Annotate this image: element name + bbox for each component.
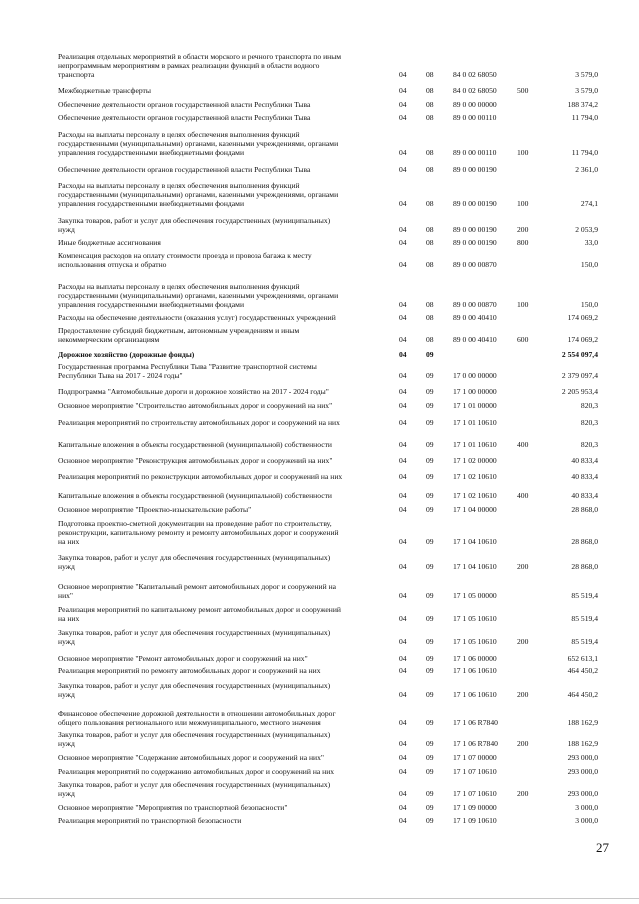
row-razdel: 04 <box>399 614 407 624</box>
row-podrazdel: 08 <box>426 300 434 310</box>
row-name: Основное мероприятие "Содержание автомобильных дорог и сооружений на них" <box>58 753 324 762</box>
row-podrazdel: 08 <box>426 70 434 80</box>
row-name: Межбюджетные трансферты <box>58 86 151 95</box>
row-name: Расходы на выплаты персоналу в целях обеспечения выполнения функций государственными (муниципальными) органами, казенными учреждениями, органами управления государственными внебюджетными фондами <box>58 282 339 310</box>
row-target-item: 17 1 06 R7840 <box>453 718 498 728</box>
row-name: Основное мероприятие "Ремонт автомобильных дорог и сооружений на них" <box>58 654 308 663</box>
row-name: Обеспечение деятельности органов государственной власти Республики Тыва <box>58 100 311 109</box>
row-sum: 293 000,0 <box>567 767 598 776</box>
row-target-item: 17 1 04 10610 <box>453 537 497 547</box>
row-sum: 85 519,4 <box>571 614 598 624</box>
row-razdel: 04 <box>399 789 407 799</box>
row-sum: 3 579,0 <box>575 70 598 80</box>
row-sum: 40 833,4 <box>571 472 598 481</box>
row-sum: 3 000,0 <box>575 803 598 812</box>
row-target-item: 17 1 06 R7840 <box>453 739 498 749</box>
row-podrazdel: 09 <box>426 803 434 812</box>
row-target-item: 17 1 05 00000 <box>453 591 497 601</box>
row-podrazdel: 09 <box>426 637 434 647</box>
row-razdel: 04 <box>399 113 407 122</box>
row-razdel: 04 <box>399 225 407 235</box>
row-target-item: 17 1 02 10610 <box>453 472 497 481</box>
row-name: Компенсация расходов на оплату стоимости проезда и провоза багажа к месту использования отпуска и обратно <box>58 251 312 270</box>
row-name: Закупка товаров, работ и услуг для обеспечения государственных (муниципальных) нужд <box>58 730 331 749</box>
row-name: Закупка товаров, работ и услуг для обеспечения государственных (муниципальных) нужд <box>58 216 331 235</box>
row-target-item: 17 1 00 00000 <box>453 387 497 396</box>
row-target-item: 17 1 06 00000 <box>453 654 497 663</box>
row-sum: 188 162,9 <box>567 718 598 728</box>
row-name: Предоставление субсидий бюджетным, автономным учреждениям и иным некоммерческим организациям <box>58 326 300 345</box>
row-razdel: 04 <box>399 637 407 647</box>
row-target-item: 17 1 09 00000 <box>453 803 497 812</box>
row-name: Основное мероприятие "Мероприятия по транспортной безопасности" <box>58 803 288 812</box>
row-target-item: 17 1 02 10610 <box>453 491 497 500</box>
row-podrazdel: 08 <box>426 225 434 235</box>
row-sum: 33,0 <box>584 238 598 247</box>
row-name: Реализация мероприятий по строительству автомобильных дорог и сооружений на них <box>58 418 340 427</box>
row-target-item: 89 0 00 00190 <box>453 225 497 235</box>
row-sum: 40 833,4 <box>571 491 598 500</box>
row-target-item: 17 1 06 10610 <box>453 690 497 700</box>
row-expense-type: 200 <box>517 789 529 799</box>
row-podrazdel: 09 <box>426 418 434 427</box>
row-expense-type: 800 <box>517 238 529 247</box>
row-expense-type: 100 <box>517 300 529 310</box>
page-number: 27 <box>596 840 609 855</box>
row-expense-type: 200 <box>517 690 529 700</box>
row-name: Капитальные вложения в объекты государственной (муниципальной) собственности <box>58 440 332 449</box>
row-sum: 2 379 097,4 <box>561 371 598 381</box>
row-name: Расходы на выплаты персоналу в целях обеспечения выполнения функций государственными (муниципальными) органами, казенными учреждениями, органами управления государственными внебюджетными фондами <box>58 130 339 158</box>
row-razdel: 04 <box>399 767 407 776</box>
row-target-item: 84 0 02 68050 <box>453 70 497 80</box>
row-razdel: 04 <box>399 387 407 396</box>
row-target-item: 89 0 00 00190 <box>453 238 497 247</box>
row-sum: 293 000,0 <box>567 789 598 799</box>
row-expense-type: 200 <box>517 562 529 572</box>
row-podrazdel: 08 <box>426 148 434 158</box>
row-sum: 2 053,9 <box>575 225 598 235</box>
row-name: Закупка товаров, работ и услуг для обеспечения государственных (муниципальных) нужд <box>58 681 331 700</box>
row-razdel: 04 <box>399 537 407 547</box>
row-expense-type: 400 <box>517 440 529 449</box>
row-target-item: 17 1 04 10610 <box>453 562 497 572</box>
row-podrazdel: 08 <box>426 260 434 270</box>
row-podrazdel: 09 <box>426 456 434 465</box>
row-razdel: 04 <box>399 718 407 728</box>
row-target-item: 17 1 06 10610 <box>453 666 497 675</box>
row-podrazdel: 09 <box>426 614 434 624</box>
row-name: Государственная программа Республики Тыва "Развитие транспортной системы Республики Тыва на 2017 - 2024 годы" <box>58 362 317 381</box>
row-podrazdel: 09 <box>426 491 434 500</box>
row-razdel: 04 <box>399 165 407 174</box>
row-name: Иные бюджетные ассигнования <box>58 238 161 247</box>
row-name: Обеспечение деятельности органов государственной власти Республики Тыва <box>58 113 311 122</box>
row-target-item: 89 0 00 40410 <box>453 335 497 345</box>
row-podrazdel: 09 <box>426 505 434 514</box>
row-razdel: 04 <box>399 100 407 109</box>
row-target-item: 89 0 00 40410 <box>453 313 497 322</box>
row-sum: 174 069,2 <box>567 335 598 345</box>
row-target-item: 17 1 05 10610 <box>453 637 497 647</box>
row-razdel: 04 <box>399 472 407 481</box>
row-target-item: 17 1 05 10610 <box>453 614 497 624</box>
row-target-item: 89 0 00 00870 <box>453 260 497 270</box>
row-name: Дорожное хозяйство (дорожные фонды) <box>58 350 195 359</box>
row-sum: 85 519,4 <box>571 591 598 601</box>
row-razdel: 04 <box>399 753 407 762</box>
row-expense-type: 400 <box>517 491 529 500</box>
row-podrazdel: 09 <box>426 350 434 359</box>
row-podrazdel: 09 <box>426 789 434 799</box>
row-sum: 2 554 097,4 <box>561 350 598 359</box>
row-sum: 11 794,0 <box>571 113 598 122</box>
row-sum: 820,3 <box>580 401 598 410</box>
row-expense-type: 600 <box>517 335 529 345</box>
row-expense-type: 200 <box>517 225 529 235</box>
row-razdel: 04 <box>399 313 407 322</box>
row-razdel: 04 <box>399 690 407 700</box>
row-sum: 28 868,0 <box>571 505 598 514</box>
row-podrazdel: 09 <box>426 440 434 449</box>
row-sum: 28 868,0 <box>571 537 598 547</box>
row-razdel: 04 <box>399 86 407 95</box>
row-podrazdel: 08 <box>426 335 434 345</box>
row-name: Финансовое обеспечение дорожной деятельности в отношении автомобильных дорог общего пользования регионального или межмуниципального, местного значения <box>58 709 336 728</box>
row-name: Закупка товаров, работ и услуг для обеспечения государственных (муниципальных) нужд <box>58 553 331 572</box>
row-target-item: 89 0 00 00110 <box>453 148 497 158</box>
row-podrazdel: 08 <box>426 238 434 247</box>
row-name: Реализация мероприятий по реконструкции автомобильных дорог и сооружений на них <box>58 472 343 481</box>
row-podrazdel: 08 <box>426 100 434 109</box>
row-name: Расходы на обеспечение деятельности (оказания услуг) государственных учреждений <box>58 313 336 322</box>
row-razdel: 04 <box>399 70 407 80</box>
row-razdel: 04 <box>399 418 407 427</box>
row-name: Основное мероприятие "Реконструкция автомобильных дорог и сооружений на них" <box>58 456 333 465</box>
row-sum: 820,3 <box>580 418 598 427</box>
row-expense-type: 100 <box>517 199 529 209</box>
row-name: Основное мероприятие "Капитальный ремонт автомобильных дорог и сооружений на них" <box>58 582 337 601</box>
row-sum: 2 205 953,4 <box>561 387 598 396</box>
row-target-item: 17 1 02 00000 <box>453 456 497 465</box>
row-expense-type: 100 <box>517 148 529 158</box>
row-podrazdel: 08 <box>426 86 434 95</box>
row-razdel: 04 <box>399 591 407 601</box>
row-podrazdel: 09 <box>426 537 434 547</box>
row-target-item: 89 0 00 00000 <box>453 100 497 109</box>
row-sum: 40 833,4 <box>571 456 598 465</box>
row-expense-type: 200 <box>517 637 529 647</box>
row-name: Закупка товаров, работ и услуг для обеспечения государственных (муниципальных) нужд <box>58 780 331 799</box>
row-sum: 293 000,0 <box>567 753 598 762</box>
row-razdel: 04 <box>399 456 407 465</box>
row-podrazdel: 09 <box>426 718 434 728</box>
row-podrazdel: 09 <box>426 767 434 776</box>
row-target-item: 17 1 07 00000 <box>453 753 497 762</box>
row-razdel: 04 <box>399 816 407 825</box>
row-razdel: 04 <box>399 401 407 410</box>
row-podrazdel: 08 <box>426 165 434 174</box>
row-target-item: 17 1 01 00000 <box>453 401 497 410</box>
row-target-item: 89 0 00 00870 <box>453 300 497 310</box>
row-podrazdel: 09 <box>426 666 434 675</box>
row-target-item: 17 0 00 00000 <box>453 371 497 381</box>
row-sum: 274,1 <box>580 199 598 209</box>
row-podrazdel: 09 <box>426 401 434 410</box>
row-razdel: 04 <box>399 260 407 270</box>
row-razdel: 04 <box>399 803 407 812</box>
row-podrazdel: 08 <box>426 199 434 209</box>
row-razdel: 04 <box>399 666 407 675</box>
row-name: Основное мероприятие "Строительство автомобильных дорог и сооружений на них" <box>58 401 333 410</box>
row-name: Реализация отдельных мероприятий в области морского и речного транспорта по иным непрограммным мероприятиям в рамках реализации функций в области водного транспорта <box>58 52 342 80</box>
row-podrazdel: 09 <box>426 739 434 749</box>
row-razdel: 04 <box>399 148 407 158</box>
row-name: Реализация мероприятий по капитальному ремонт автомобильных дорог и сооружений на них <box>58 605 341 624</box>
row-sum: 188 374,2 <box>567 100 598 109</box>
row-name: Реализация мероприятий по содержанию автомобильных дорог и сооружений на них <box>58 767 335 776</box>
row-podrazdel: 08 <box>426 113 434 122</box>
row-target-item: 17 1 01 10610 <box>453 440 497 449</box>
row-sum: 188 162,9 <box>567 739 598 749</box>
row-podrazdel: 09 <box>426 690 434 700</box>
row-razdel: 04 <box>399 199 407 209</box>
row-name: Подготовка проектно-сметной документации на проведение работ по строительству, реконструкции, капитальному ремонту и ремонту автомобильных дорог и сооружений на них <box>58 519 339 547</box>
row-razdel: 04 <box>399 562 407 572</box>
row-sum: 11 794,0 <box>571 148 598 158</box>
row-sum: 174 069,2 <box>567 313 598 322</box>
row-target-item: 89 0 00 00110 <box>453 113 497 122</box>
row-target-item: 17 1 07 10610 <box>453 789 497 799</box>
row-podrazdel: 09 <box>426 654 434 663</box>
row-target-item: 17 1 09 10610 <box>453 816 497 825</box>
scan-edge-line <box>0 898 639 899</box>
row-razdel: 04 <box>399 300 407 310</box>
row-target-item: 84 0 02 68050 <box>453 86 497 95</box>
row-target-item: 17 1 07 10610 <box>453 767 497 776</box>
row-name: Подпрограмма "Автомобильные дороги и дорожное хозяйство на 2017 - 2024 годы" <box>58 387 329 396</box>
row-sum: 652 613,1 <box>567 654 598 663</box>
row-target-item: 89 0 00 00190 <box>453 199 497 209</box>
row-target-item: 17 1 04 00000 <box>453 505 497 514</box>
row-sum: 820,3 <box>580 440 598 449</box>
row-sum: 28 868,0 <box>571 562 598 572</box>
row-razdel: 04 <box>399 335 407 345</box>
row-podrazdel: 09 <box>426 591 434 601</box>
row-podrazdel: 09 <box>426 816 434 825</box>
row-podrazdel: 09 <box>426 387 434 396</box>
row-podrazdel: 09 <box>426 562 434 572</box>
row-razdel: 04 <box>399 505 407 514</box>
row-sum: 150,0 <box>580 300 598 310</box>
row-podrazdel: 09 <box>426 472 434 481</box>
row-podrazdel: 09 <box>426 371 434 381</box>
row-podrazdel: 08 <box>426 313 434 322</box>
row-razdel: 04 <box>399 350 407 359</box>
row-razdel: 04 <box>399 238 407 247</box>
row-razdel: 04 <box>399 371 407 381</box>
row-name: Расходы на выплаты персоналу в целях обеспечения выполнения функций государственными (муниципальными) органами, казенными учреждениями, органами управления государственными внебюджетными фондами <box>58 181 339 209</box>
row-name: Основное мероприятие "Проектно-изыскательские работы" <box>58 505 252 514</box>
row-name: Капитальные вложения в объекты государственной (муниципальной) собственности <box>58 491 332 500</box>
row-razdel: 04 <box>399 654 407 663</box>
row-sum: 2 361,0 <box>575 165 598 174</box>
row-expense-type: 500 <box>517 86 529 95</box>
row-name: Реализация мероприятий по транспортной безопасности <box>58 816 242 825</box>
row-sum: 150,0 <box>580 260 598 270</box>
row-target-item: 17 1 01 10610 <box>453 418 497 427</box>
row-target-item: 89 0 00 00190 <box>453 165 497 174</box>
row-sum: 464 450,2 <box>567 690 598 700</box>
row-sum: 3 579,0 <box>575 86 598 95</box>
row-name: Обеспечение деятельности органов государственной власти Республики Тыва <box>58 165 311 174</box>
row-expense-type: 200 <box>517 739 529 749</box>
row-razdel: 04 <box>399 739 407 749</box>
row-name: Закупка товаров, работ и услуг для обеспечения государственных (муниципальных) нужд <box>58 628 331 647</box>
row-sum: 464 450,2 <box>567 666 598 675</box>
row-sum: 3 000,0 <box>575 816 598 825</box>
row-razdel: 04 <box>399 440 407 449</box>
row-podrazdel: 09 <box>426 753 434 762</box>
row-name: Реализация мероприятий по ремонту автомобильных дорог и сооружений на них <box>58 666 321 675</box>
row-sum: 85 519,4 <box>571 637 598 647</box>
row-razdel: 04 <box>399 491 407 500</box>
